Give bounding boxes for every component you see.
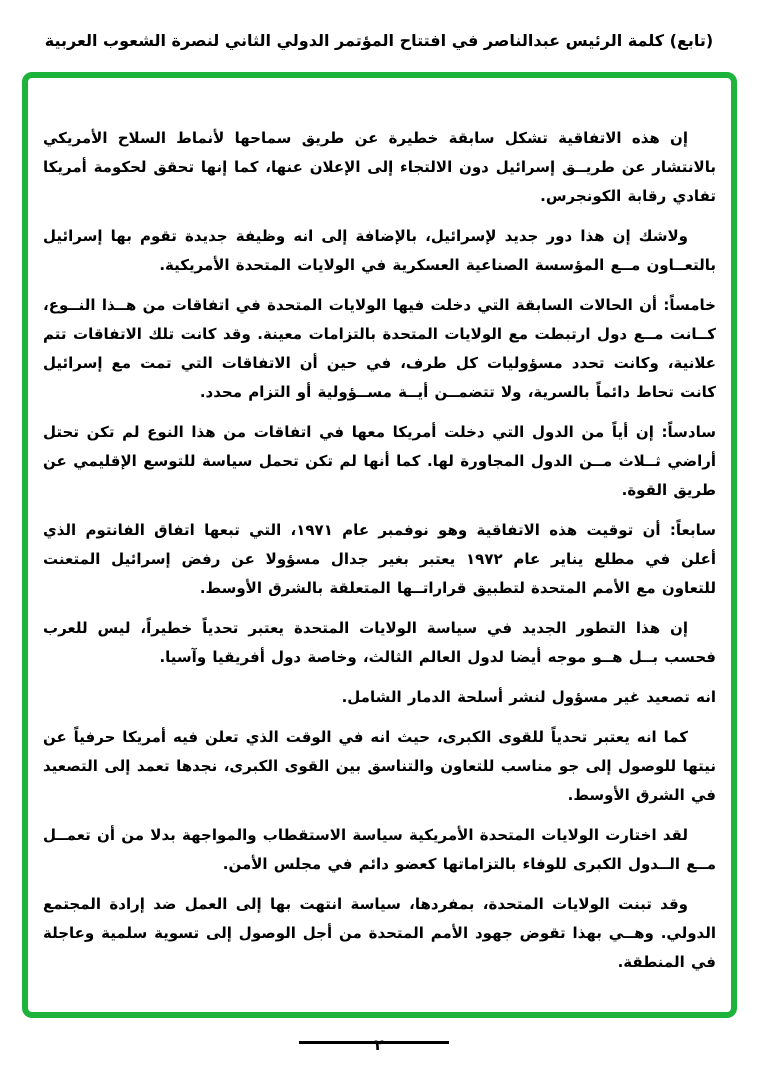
paragraph-point-six: سادساً: إن أياً من الدول التي دخلت أمريكا معها في اتفاقات من هذا النوع لم تكن تحتل أراضي ثــلاث مــن الدول المجاورة لها. كما أنها لم تكن تحمل سياسة للتوسع الإقليمي عن طريق القوة. xyxy=(43,423,716,499)
paragraph-new-role-israel: ولاشك إن هذا دور جديد لإسرائيل، بالإضافة إلى انه وظيفة جديدة تقوم بها إسرائيل بالتعــاون مــع المؤسسة الصناعية العسكرية في الولايات المتحدة الأمريكية. xyxy=(43,227,716,274)
paragraph-dangerous-challenge: إن هذا التطور الجديد في سياسة الولايات المتحدة يعتبر تحدياً خطيراً، ليس للعرب فحسب بــل هــو موجه أيضا لدول العالم الثالث، وخاصة دول أفريقيا وآسيا. xyxy=(43,619,716,666)
paragraph-escalation: انه تصعيد غير مسؤول لنشر أسلحة الدمار الشامل. xyxy=(341,688,716,706)
document-body xyxy=(28,78,731,1044)
document-border-frame xyxy=(22,72,737,1018)
page-number: ٢ xyxy=(374,1036,384,1054)
paragraph-us-polarization: لقد اختارت الولايات المتحدة الأمريكية سياسة الاستقطاب والمواجهة بدلا من أن تعمــل مــع الــدول الكبرى للوفاء بالتزاماتها كعضو دائم في مجلس الأمن. xyxy=(43,826,716,873)
paragraph-intro-agreement: إن هذه الاتفاقية تشكل سابقة خطيرة عن طريق سماحها لأنماط السلاح الأمريكي بالانتشار عن طريــق إسرائيل دون الالتجاء إلى الإعلان عنها، كما إنها تحقق لحكومة أمريكا تفادي رقابة الكونجرس. xyxy=(43,129,716,205)
paragraph-point-seven: سابعاً: أن توقيت هذه الاتفاقية وهو نوفمبر عام ١٩٧١، التي تبعها اتفاق الفانتوم الذي أعلن في مطلع يناير عام ١٩٧٢ يعتبر بغير جدال مسؤولا عن رفض إسرائيل المتعنت للتعاون مع الأمم المتحدة لتطبيق قراراتــها المتعلقة بالشرق الأوسط. xyxy=(43,521,716,597)
paragraph-point-five: خامساً: أن الحالات السابقة التي دخلت فيها الولايات المتحدة في اتفاقات من هــذا النــوع، كــانت مــع دول ارتبطت مع الولايات المتحدة بالتزامات معينة. وقد كانت تلك الاتفاقات تتم علانية، وكانت تحدد مسؤوليات كل طرف، في حين أن الاتفاقات التي تمت مع إسرائيل كانت تحاط دائماً بالسرية، ولا تتضمــن أيــة مســؤولية أو التزام محدد. xyxy=(43,296,716,401)
page-header-title: (تابع) كلمة الرئيس عبدالناصر في افتتاح المؤتمر الدولي الثاني لنصرة الشعوب العربية xyxy=(44,31,714,50)
paragraph-us-alone: وقد تبنت الولايات المتحدة، بمفردها، سياسة انتهت بها إلى العمل ضد إرادة المجتمع الدولي. وهــي بهذا تقوض جهود الأمم المتحدة من أجل الوصول إلى تسوية سلمية وعاجلة في المنطقة. xyxy=(43,895,716,971)
paragraph-challenge-powers: كما انه يعتبر تحدياً للقوى الكبرى، حيث انه في الوقت الذي تعلن فيه أمريكا حرفياً عن نيتها للوصول إلى جو مناسب للتعاون والتناسق بين القوى الكبرى، نجدها تعمد إلى التصعيد في الشرق الأوسط. xyxy=(43,728,716,804)
